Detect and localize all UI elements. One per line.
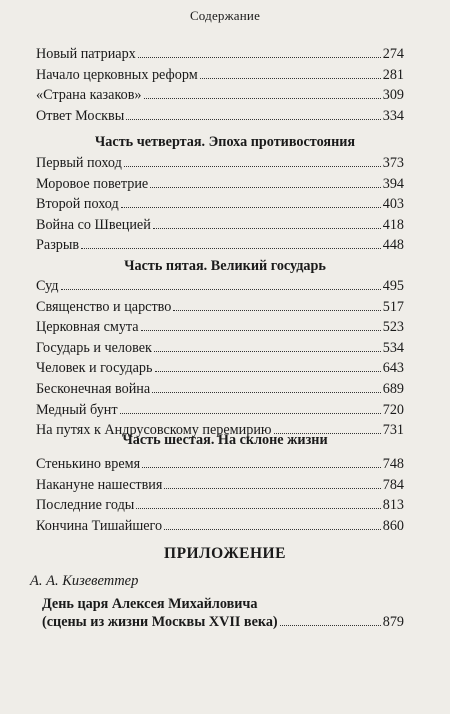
toc-entry[interactable] (36, 276, 404, 297)
toc-part-6 (36, 454, 404, 536)
dot-leader (173, 310, 380, 311)
appendix-entry[interactable] (42, 612, 404, 633)
toc-section-1 (36, 44, 404, 126)
entry-page: 274 (382, 46, 404, 62)
toc-entry[interactable] (36, 235, 404, 256)
toc-entry[interactable] (36, 215, 404, 236)
dot-leader (280, 625, 381, 626)
entry-title: Моровое поветрие (36, 175, 149, 192)
entry-title: Новый патриарх (36, 46, 136, 62)
dot-leader (155, 371, 381, 372)
toc-part-4 (36, 153, 404, 256)
entry-title: Ответ Москвы (36, 107, 125, 124)
toc-entry[interactable] (36, 358, 404, 379)
entry-title: Война со Швецией (36, 216, 151, 233)
entry-page: 495 (382, 278, 404, 294)
toc-entry[interactable] (36, 379, 404, 400)
dot-leader (150, 187, 381, 188)
dot-leader (138, 57, 381, 58)
dot-leader (124, 166, 381, 167)
entry-title: Второй поход (36, 196, 119, 213)
dot-leader (142, 467, 381, 468)
dot-leader (141, 330, 381, 331)
dot-leader (164, 529, 381, 530)
dot-leader (61, 289, 381, 290)
running-head: Содержание (189, 8, 261, 23)
entry-title: Начало церковных реформ (36, 66, 198, 83)
toc-entry[interactable] (36, 400, 404, 421)
dot-leader (121, 207, 381, 208)
entry-page: 879 (382, 614, 404, 630)
entry-page: 373 (382, 155, 404, 171)
entry-page: 418 (382, 216, 404, 233)
dot-leader (136, 508, 380, 509)
entry-page: 334 (382, 107, 404, 124)
dot-leader (200, 78, 381, 79)
entry-page: 689 (382, 380, 404, 397)
toc-entry[interactable] (36, 106, 404, 127)
appendix-author: А. А. Кизеветтер (30, 573, 139, 589)
entry-title: Священство и царство (36, 298, 172, 315)
appendix-title-line1: День царя Алексея Михайловича (42, 596, 258, 612)
dot-leader (153, 228, 381, 229)
entry-page: 813 (382, 497, 404, 514)
toc-entry[interactable] (36, 454, 404, 475)
part-heading-4: Часть четвертая. Эпоха противостояния (94, 134, 356, 150)
toc-entry[interactable] (36, 516, 404, 537)
dot-leader (126, 119, 380, 120)
entry-title: Человек и государь (36, 360, 153, 377)
entry-title: «Страна казаков» (36, 87, 142, 104)
dot-leader (164, 488, 380, 489)
entry-page: 394 (382, 175, 404, 192)
entry-page: 748 (382, 456, 404, 472)
toc-entry[interactable] (36, 297, 404, 318)
appendix-title-line2: (сцены из жизни Москвы XVII века) (42, 614, 278, 630)
entry-title: На путях к Андрусовскому перемирию (36, 422, 272, 439)
entry-page: 643 (382, 360, 404, 377)
toc-entry[interactable] (36, 153, 404, 174)
entry-title: Первый поход (36, 155, 122, 171)
entry-page: 731 (382, 422, 404, 439)
toc-entry[interactable] (36, 44, 404, 65)
part-heading-5: Часть пятая. Великий государь (124, 258, 326, 274)
dot-leader (154, 351, 381, 352)
entry-title: Медный бунт (36, 401, 118, 418)
entry-title: Суд (36, 278, 59, 294)
entry-page: 534 (382, 339, 404, 356)
part-heading-6: Часть шестая. На склоне жизни (122, 432, 328, 448)
toc-entry[interactable] (36, 317, 404, 338)
toc-entry[interactable] (36, 475, 404, 496)
entry-page: 309 (382, 87, 404, 104)
entry-title: Церковная смута (36, 319, 139, 336)
toc-part-5 (36, 276, 404, 441)
toc-entry[interactable] (36, 338, 404, 359)
toc-entry[interactable] (36, 194, 404, 215)
dot-leader (144, 98, 381, 99)
entry-page: 720 (382, 401, 404, 418)
toc-entry[interactable] (36, 174, 404, 195)
appendix-heading: ПРИЛОЖЕНИЕ (164, 545, 286, 562)
entry-title: Государь и человек (36, 339, 152, 356)
entry-page: 523 (382, 319, 404, 336)
dot-leader (152, 392, 381, 393)
entry-title: Разрыв (36, 237, 80, 254)
entry-title: Накануне нашествия (36, 476, 163, 493)
entry-page: 784 (382, 476, 404, 493)
entry-title: Последние годы (36, 497, 135, 514)
toc-entry[interactable] (36, 65, 404, 86)
dot-leader (81, 248, 381, 249)
entry-title: Стенькино время (36, 456, 141, 472)
entry-title: Кончина Тишайшего (36, 517, 163, 534)
entry-page: 281 (382, 66, 404, 83)
entry-title: Бесконечная война (36, 380, 151, 397)
toc-entry[interactable] (36, 495, 404, 516)
dot-leader (120, 413, 381, 414)
entry-page: 403 (382, 196, 404, 213)
entry-page: 448 (382, 237, 404, 254)
entry-page: 860 (382, 517, 404, 534)
entry-page: 517 (382, 298, 404, 315)
toc-entry[interactable] (36, 85, 404, 106)
